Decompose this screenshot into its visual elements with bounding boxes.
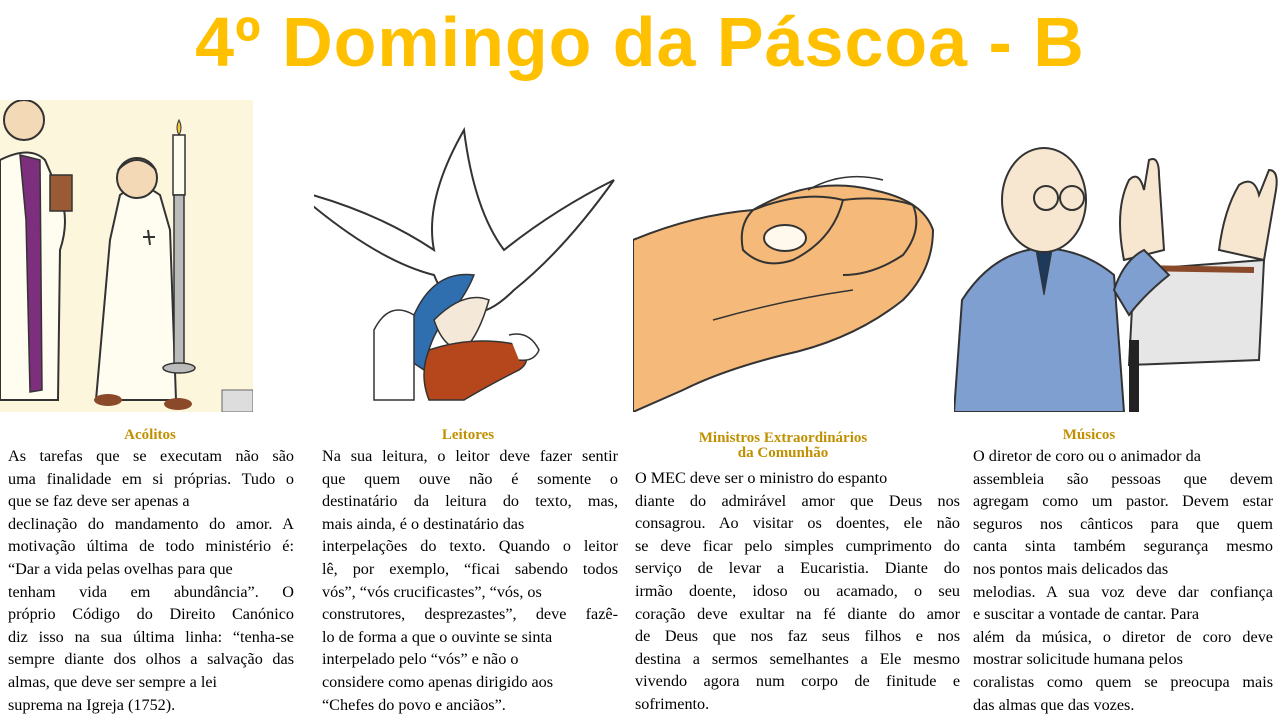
reader-with-dove-illustration	[314, 100, 622, 412]
hands-with-host-illustration	[633, 100, 943, 412]
acolytes-illustration	[0, 100, 253, 412]
heading-acolitos: Acólitos	[124, 427, 176, 443]
heading-musicos: Músicos	[1062, 427, 1116, 443]
text-leitores: Na sua leitura, o leitor deve fazer sentir que quem ouve não é somente o destinatário da leitura do texto, mas, mais ainda, é o destinatário das interpelações do texto. Quando o leitor lê, por exemplo, “ficai sabendo todos vós”, “vós crucificastes”, “vós, os construtores, desprezastes”, deve fazê- lo de forma a que o ouvinte se sinta interpelado pelo “vós” e não o considere como apenas dirigido aos “Chefes do povo e anciãos”.	[322, 447, 618, 714]
text-musicos: O diretor de coro ou o animador da assembleia são pessoas que devem agregam como um pastor. Devem estar seguros nos cânticos para que quem canta sinta também segurança mesmo nos pontos mais delicados das melodias. A sua voz deve dar confiança e suscitar a vontade de cantar. Para além da música, o diretor de coro deve mostrar solicitude humana pelos coralistas como quem se preocupa mais das almas que das vozes.	[973, 447, 1273, 714]
text-ministros: O MEC deve ser o ministro do espanto diante do admirável amor que Deus nos consagrou. Ao visitar os doentes, ele não se deve ficar pelo simples cumprimento do serviço de levar a Eucaristia. Diante do irmão doente, idoso ou acamado, o seu coração deve exultar na fé diante do amor de Deus que nos faz seus filhos e nos destina a sermos semelhantes a Ele mesmo vivendo agora num corpo de finitude e sofrimento.	[635, 469, 960, 713]
text-acolitos: As tarefas que se executam não são uma finalidade em si próprias. Tudo o que se faz deve ser apenas a declinação do mandamento do amor. A motivação última de todo ministério é: “Dar a vida pelas ovelhas para que tenham vida em abundância”. O próprio Código do Direito Canónico diz isso na sua última linha: “tenha-se sempre diante dos olhos a salvação das almas, que deve ser sempre a lei suprema na Igreja (1752).	[8, 447, 294, 714]
heading-ministros: Ministros Extraordinários da Comunhão	[698, 430, 868, 461]
page-title: 4º Domingo da Páscoa - B	[195, 3, 1085, 81]
heading-leitores: Leitores	[441, 427, 495, 443]
choir-director-illustration	[954, 100, 1280, 412]
